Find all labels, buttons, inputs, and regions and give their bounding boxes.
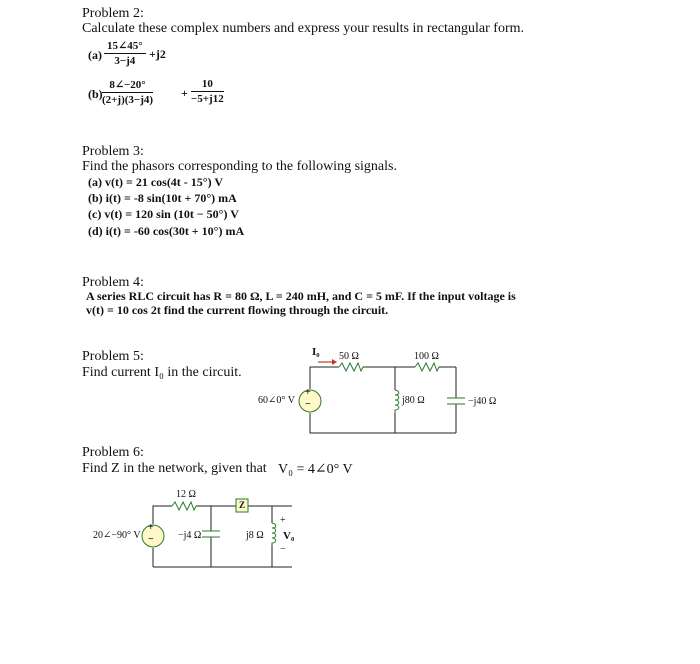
inductor-label: j80 Ω bbox=[402, 395, 425, 406]
part-b2-numerator: 10 bbox=[191, 78, 224, 92]
problem-5-heading: Problem 5: bbox=[82, 349, 144, 364]
capacitor-label: −j40 Ω bbox=[468, 396, 497, 407]
wire-left-top bbox=[153, 506, 172, 524]
problem-6-prompt: Find Z in the network, given that bbox=[82, 461, 267, 476]
vo-minus: − bbox=[280, 544, 286, 555]
inductor-j8 bbox=[272, 523, 276, 545]
problem-3-prompt: Find the phasors corresponding to the following signals. bbox=[82, 159, 397, 174]
resistor-50-label: 50 Ω bbox=[339, 351, 359, 362]
source6-polarity-plus: + bbox=[148, 522, 154, 533]
capacitor6-label: −j4 Ω bbox=[178, 530, 202, 541]
resistor-100-label: 100 Ω bbox=[414, 351, 439, 362]
current-label: I₀ bbox=[312, 346, 320, 358]
source-label: 60∠0° V bbox=[258, 395, 295, 406]
signal-item-d: (d) i(t) = -60 cos(30t + 10°) mA bbox=[88, 224, 245, 238]
problem-2-prompt: Calculate these complex numbers and express your results in rectangular form. bbox=[82, 21, 525, 36]
resistor-12 bbox=[172, 502, 196, 510]
problem-4-line-2: v(t) = 10 cos 2t find the current flowing through the circuit. bbox=[86, 303, 389, 317]
signal-item-c: (c) v(t) = 120 sin (10t − 50°) V bbox=[88, 207, 239, 221]
source6-label: 20∠−90° V bbox=[93, 530, 141, 541]
problem-2-heading: Problem 2: bbox=[82, 6, 144, 21]
source6-polarity-minus: − bbox=[148, 534, 154, 545]
part-b-label: (b) bbox=[88, 87, 103, 101]
problem-3-heading: Problem 3: bbox=[82, 144, 144, 159]
part-b-plus: + bbox=[181, 86, 188, 100]
inductor6-label: j8 Ω bbox=[246, 530, 264, 541]
part-b1-numerator: 8∠−20° bbox=[102, 78, 153, 93]
impedance-z-label: Z bbox=[239, 500, 246, 510]
problem-4-heading: Problem 4: bbox=[82, 275, 144, 290]
problem-4-line-1: A series RLC circuit has R = 80 Ω, L = 240 mH, and C = 5 mF. If the input voltage is bbox=[86, 289, 516, 303]
signal-item-b: (b) i(t) = -8 sin(10t + 70°) mA bbox=[88, 191, 237, 205]
signal-item-a: (a) v(t) = 21 cos(4t - 15°) V bbox=[88, 175, 224, 189]
problem-6-heading: Problem 6: bbox=[82, 445, 144, 460]
part-a-label: (a) bbox=[88, 48, 102, 62]
problem-5-prompt: Find current I₀ in the circuit. bbox=[82, 365, 242, 380]
part-b2-denominator: −5+j12 bbox=[191, 93, 224, 105]
part-a-denominator: 3−j4 bbox=[114, 55, 136, 67]
source-polarity-minus: − bbox=[305, 399, 311, 410]
part-a-tail: +j2 bbox=[149, 47, 166, 61]
vo-plus: + bbox=[280, 515, 286, 526]
part-a-numerator: 15∠45° bbox=[104, 39, 146, 54]
part-b1-denominator: (2+j)(3−j4) bbox=[102, 94, 154, 106]
problem-6-given: V₀ = 4∠0° V bbox=[278, 462, 353, 477]
vo-label: V₀ bbox=[283, 530, 295, 542]
resistor-12-label: 12 Ω bbox=[176, 489, 196, 500]
source-polarity-plus: + bbox=[305, 387, 311, 398]
